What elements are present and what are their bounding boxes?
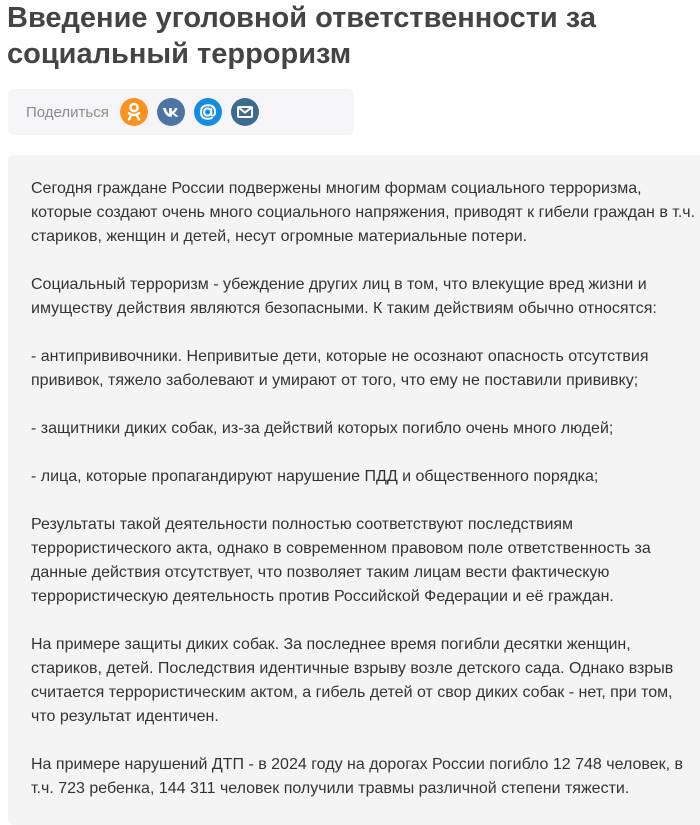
article-paragraph: - защитники диких собак, из-за действий которых погибло очень много людей; bbox=[31, 420, 614, 437]
article-paragraph: Результаты такой деятельности полностью соответствуют последствиям террористического акта, однако в современном правовом поле ответственность за данные действия отсутствует, что позволяет таким лицам вести фактическую террористическую деятельность против Российской Федерации и её граждан. bbox=[31, 516, 651, 605]
mailru-icon[interactable] bbox=[194, 98, 222, 126]
article-paragraph: - лица, которые пропагандируют нарушение ПДД и общественного порядка; bbox=[31, 468, 599, 485]
share-label: Поделиться bbox=[26, 103, 109, 121]
article-body bbox=[8, 155, 700, 825]
article-paragraph: Социальный терроризм - убеждение других лиц в том, что влекущие вред жизни и имуществу действия являются безопасными. К таким действиям обычно относятся: bbox=[31, 276, 657, 317]
article-paragraph: Сегодня граждане России подвержены многим формам социального терроризма, которые создают очень много социального напряжения, приводят к гибели граждан в т.ч. стариков, женщин и детей, несут огромные материальные потери. bbox=[31, 180, 696, 245]
odnoklassniki-icon[interactable] bbox=[120, 98, 148, 126]
article-paragraph: - антипрививочники. Непривитые дети, которые не осознают опасность отсутствия прививок, тяжело заболевают и умирают от того, что ему не поставили прививку; bbox=[31, 348, 649, 389]
vk-icon[interactable] bbox=[157, 98, 185, 126]
page-title: Введение уголовной ответственности за социальный терроризм bbox=[7, 2, 596, 70]
email-icon[interactable] bbox=[231, 98, 259, 126]
article-paragraph: На примере защиты диких собак. За последнее время погибли десятки женщин, стариков, детей. Последствия идентичные взрыву возле детского сада. Однако взрыв считается террористическим актом, а гибель детей от свор диких собак - нет, при том, что результат идентичен. bbox=[31, 636, 674, 725]
share-panel bbox=[8, 89, 354, 135]
article-paragraph: На примере нарушений ДТП - в 2024 году на дорогах России погибло 12 748 человек, в т.ч. 723 ребенка, 144 311 человек получили травмы различной степени тяжести. bbox=[31, 756, 683, 797]
